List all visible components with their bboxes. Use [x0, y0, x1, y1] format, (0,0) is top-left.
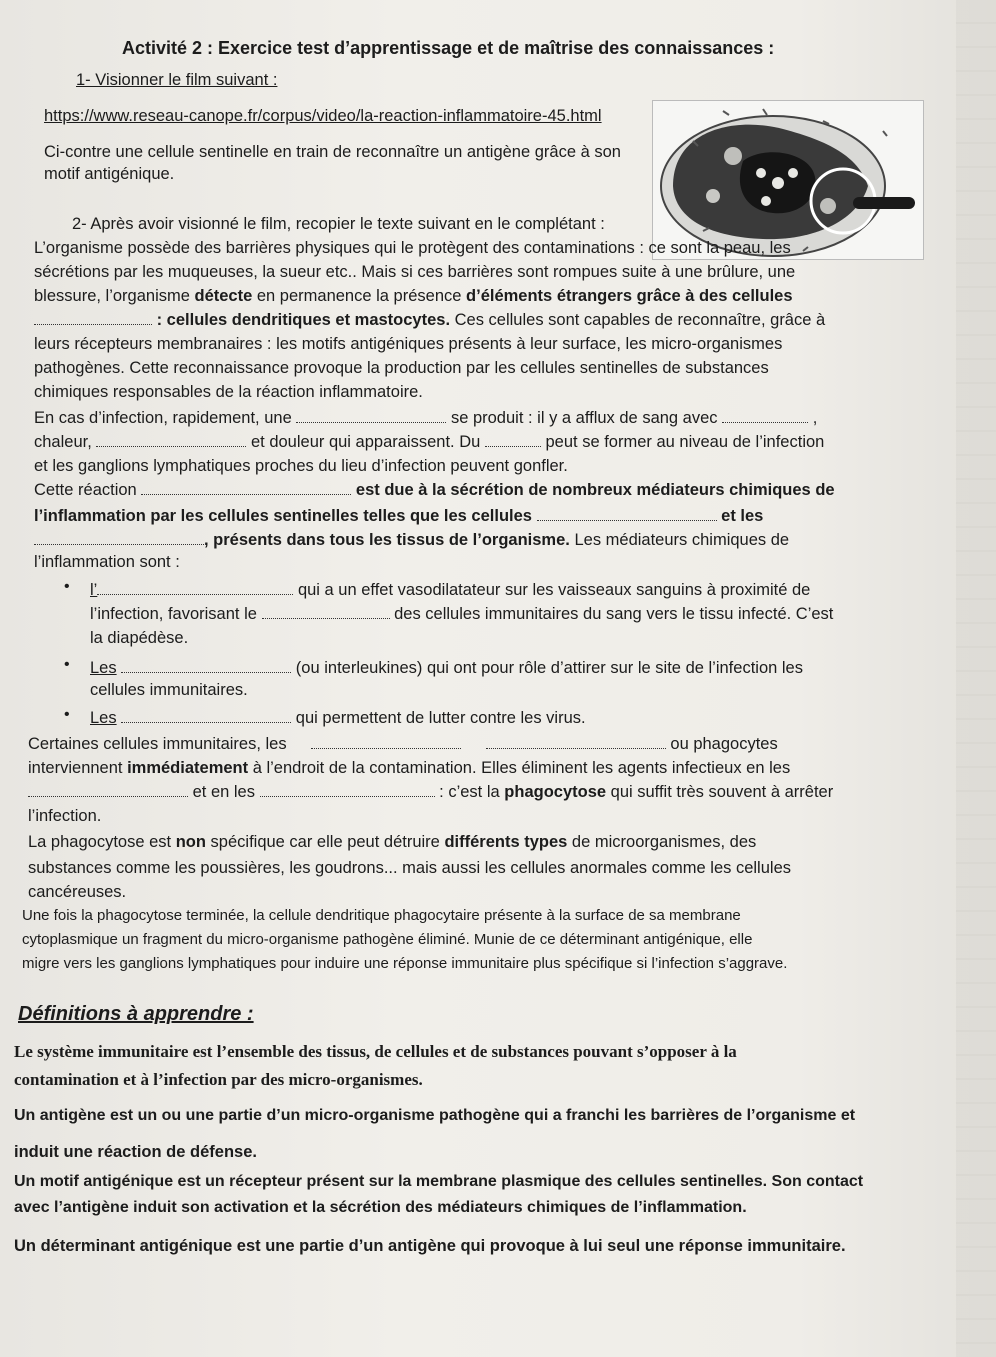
text-fragment: Les [90, 709, 117, 727]
step1-label: 1- Visionner le film suivant : [76, 71, 278, 89]
text-fragment: et en les [192, 783, 255, 801]
text-line: chimiques responsables de la réaction inflammatoire. [34, 383, 423, 401]
sentinel-cell-illustration [652, 100, 924, 260]
fill-blank[interactable] [260, 782, 435, 797]
bullet-marker: • [64, 656, 70, 673]
fill-blank[interactable] [311, 734, 461, 749]
fill-blank[interactable] [262, 604, 390, 619]
definition-line: Un motif antigénique est un récepteur présent sur la membrane plasmique des cellules sentinelles. Son contact [14, 1173, 864, 1190]
text-fragment: ou phagocytes [670, 735, 778, 753]
text-fragment: des cellules immunitaires du sang vers le tissu infecté. C’est [394, 605, 834, 623]
text-fragment: spécifique car elle peut détruire [210, 833, 440, 851]
text-fragment: d’éléments étrangers grâce à des cellules [466, 287, 793, 305]
definition-line: Un antigène est un ou une partie d’un micro-organisme pathogène qui a franchi les barrières de l’organisme et [14, 1107, 856, 1124]
fill-blank[interactable] [121, 708, 291, 723]
text-line: Une fois la phagocytose terminée, la cellule dendritique phagocytaire présente à la surface de sa membrane [22, 907, 741, 924]
text-fragment: immédiatement [127, 759, 249, 777]
fill-blank[interactable] [296, 408, 446, 423]
text-fragment: En cas d’infection, rapidement, une [34, 409, 292, 427]
definition-line: Un déterminant antigénique est une partie d’un antigène qui provoque à lui seul une réponse immunitaire. [14, 1237, 846, 1255]
text-line: migre vers les ganglions lymphatiques pour induire une réponse immunitaire plus spécifique si l’infection s’aggrave. [22, 955, 788, 972]
text-fragment: , [812, 409, 818, 427]
text-line: cytoplasmique un fragment du micro-organisme pathogène éliminé. Munie de ce déterminant antigénique, elle [22, 931, 753, 948]
text-line: pathogènes. Cette reconnaissance provoque la production par les cellules sentinelles de substances [34, 359, 769, 377]
text-fragment: en permanence la présence [256, 287, 462, 305]
text-line: cellules immunitaires. [90, 681, 248, 699]
text-line: et les ganglions lymphatiques proches du lieu d’infection peuvent gonfler. [34, 457, 568, 475]
caption-line: motif antigénique. [44, 165, 175, 183]
text-fragment: Les médiateurs chimiques de [574, 531, 790, 549]
text-fragment: différents types [444, 833, 568, 851]
text-fragment: chaleur, [34, 433, 92, 451]
text-fragment: : cellules dendritiques et mastocytes. [156, 311, 451, 329]
step2-label: 2- Après avoir visionné le film, recopier le texte suivant en le complétant : [72, 215, 605, 233]
text-fragment: est due à la sécrétion de nombreux médiateurs chimiques de [355, 481, 835, 499]
text-fragment: l’infection, favorisant le [90, 605, 257, 623]
fill-blank[interactable] [96, 432, 246, 447]
cell-drawing [653, 101, 923, 259]
bullet-marker: • [64, 706, 70, 723]
text-fragment: de microorganismes, des [571, 833, 757, 851]
text-fragment: Certaines cellules immunitaires, les [28, 735, 287, 753]
text-fragment: à l’endroit de la contamination. Elles éliminent les agents infectieux en les [252, 759, 791, 777]
text-fragment: peut se former au niveau de l’infection [545, 433, 825, 451]
text-line: L’organisme possède des barrières physiques qui le protègent des contaminations : ce sont la peau, les [34, 239, 791, 257]
text-fragment: et douleur qui apparaissent. Du [250, 433, 481, 451]
fill-blank[interactable] [34, 530, 204, 545]
text-fragment: qui permettent de lutter contre les virus. [295, 709, 586, 727]
text-line: l’infection. [28, 807, 102, 825]
text-fragment: l’inflammation par les cellules sentinelles telles que les cellules [34, 507, 532, 525]
text-fragment: non [175, 833, 206, 851]
fill-blank[interactable] [537, 506, 717, 521]
text-fragment: Ces cellules sont capables de reconnaître, grâce à [454, 311, 826, 329]
text-line: leurs récepteurs membranaires : les motifs antigéniques présents à leur surface, les micro-organismes [34, 335, 783, 353]
text-fragment: (ou interleukines) qui ont pour rôle d’attirer sur le site de l’infection les [295, 659, 803, 677]
text-line: cancéreuses. [28, 883, 127, 901]
bullet-marker: • [64, 578, 70, 595]
text-line: sécrétions par les muqueuses, la sueur etc.. Mais si ces barrières sont rompues suite à une brûlure, une [34, 263, 796, 281]
fill-blank[interactable] [485, 432, 541, 447]
text-fragment: Cette réaction [34, 481, 137, 499]
definition-line: Le système immunitaire est l’ensemble des tissus, de cellules et de substances pouvant s’opposer à la [14, 1042, 737, 1061]
text-fragment: phagocytose [504, 783, 607, 801]
fill-blank[interactable] [28, 782, 188, 797]
text-fragment: : c’est la [439, 783, 500, 801]
definition-line: avec l’antigène induit son activation et la sécrétion des médiateurs chimiques de l’inflammation. [14, 1199, 747, 1216]
text-fragment: l’ [90, 581, 98, 599]
page-edge [956, 0, 996, 1357]
fill-blank[interactable] [121, 658, 291, 673]
text-line: substances comme les poussières, les goudrons... mais aussi les cellules anormales comme les cellules [28, 859, 791, 877]
text-fragment: détecte [194, 287, 253, 305]
text-fragment: La phagocytose est [28, 833, 172, 851]
fill-blank[interactable] [722, 408, 808, 423]
definition-line: induit une réaction de défense. [14, 1143, 257, 1161]
fill-blank[interactable] [97, 580, 293, 595]
fill-blank[interactable] [141, 480, 351, 495]
fill-blank[interactable] [34, 310, 152, 325]
text-fragment: qui suffit très souvent à arrêter [610, 783, 834, 801]
text-fragment: qui a un effet vasodilatateur sur les vaisseaux sanguins à proximité de [297, 581, 811, 599]
definition-line: contamination et à l’infection par des micro-organismes. [14, 1070, 423, 1089]
activity-title: Activité 2 : Exercice test d’apprentissage et de maîtrise des connaissances : [122, 38, 775, 58]
caption-line: Ci-contre une cellule sentinelle en train de reconnaître un antigène grâce à son [44, 143, 621, 161]
definitions-heading: Définitions à apprendre : [18, 1003, 254, 1025]
film-link[interactable]: https://www.reseau-canope.fr/corpus/video/la-reaction-inflammatoire-45.html [44, 107, 602, 125]
text-line: la diapédèse. [90, 629, 189, 647]
text-fragment: , présents dans tous les tissus de l’organisme. [204, 531, 570, 549]
text-fragment: Les [90, 659, 117, 677]
text-fragment: se produit : il y a afflux de sang avec [450, 409, 718, 427]
text-fragment: blessure, l’organisme [34, 287, 190, 305]
text-line: l’inflammation sont : [34, 553, 180, 571]
text-fragment: interviennent [28, 759, 123, 777]
text-fragment: et les [721, 507, 764, 525]
fill-blank[interactable] [486, 734, 666, 749]
